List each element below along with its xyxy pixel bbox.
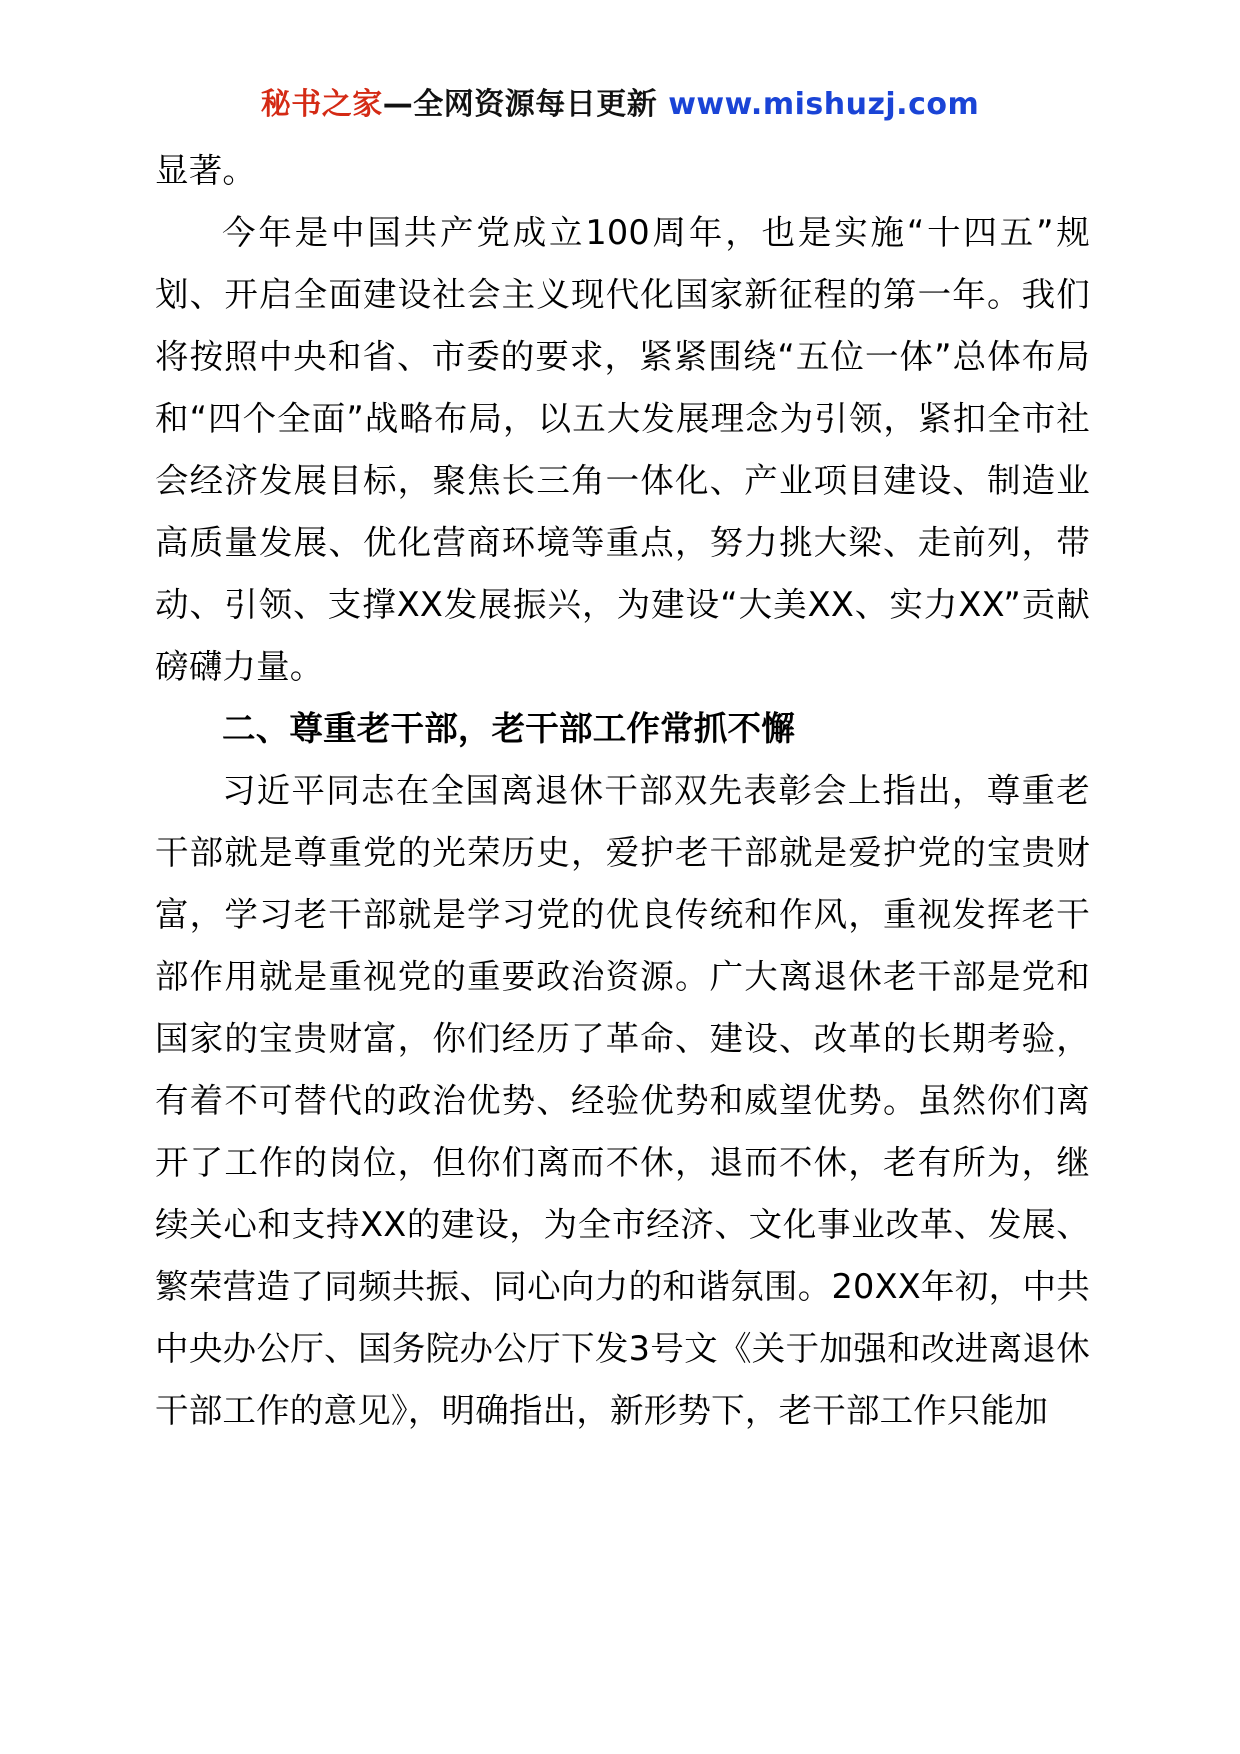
- watermark-tagline: 全网资源每日更新: [413, 87, 658, 122]
- section-heading-two: 二、尊重老干部，老干部工作常抓不懈: [222, 709, 795, 748]
- watermark-separator: —: [382, 87, 414, 122]
- paragraph-continuation: 显著。: [155, 151, 257, 190]
- watermark-url: www.mishuzj.com: [668, 87, 980, 122]
- site-watermark: [0, 85, 1240, 125]
- paragraph-section-two-body: 习近平同志在全国离退休干部双先表彰会上指出，尊重老干部就是尊重党的光荣历史，爱护老干部就是爱护党的宝贵财富，学习老干部就是学习党的优良传统和作风，重视发挥老干部作用就是重视党的重要政治资源。广大离退休老干部是党和国家的宝贵财富，你们经历了革命、建设、改革的长期考验，有着不可替代的政治优势、经验优势和威望优势。虽然你们离开了工作的岗位，但你们离而不休，退而不休，老有所为，继续关心和支持XX的建设，为全市经济、文化事业改革、发展、繁荣营造了同频共振、同心向力的和谐氛围。20XX年初，中共中央办公厅、国务院办公厅下发3号文《关于加强和改进离退休干部工作的意见》，明确指出，新形势下，老干部工作只能加: [155, 771, 1090, 1430]
- document-text-body: [155, 140, 1090, 1442]
- watermark-brand: 秘书之家: [260, 87, 383, 122]
- paragraph-2021-plan: 今年是中国共产党成立100周年，也是实施“十四五”规划、开启全面建设社会主义现代化国家新征程的第一年。我们将按照中央和省、市委的要求，紧紧围绕“五位一体”总体布局和“四个全面”战略布局，以五大发展理念为引领，紧扣全市社会经济发展目标，聚焦长三角一体化、产业项目建设、制造业高质量发展、优化营商环境等重点，努力挑大梁、走前列，带动、引领、支撑XX发展振兴，为建设“大美XX、实力XX”贡献磅礴力量。: [155, 213, 1090, 686]
